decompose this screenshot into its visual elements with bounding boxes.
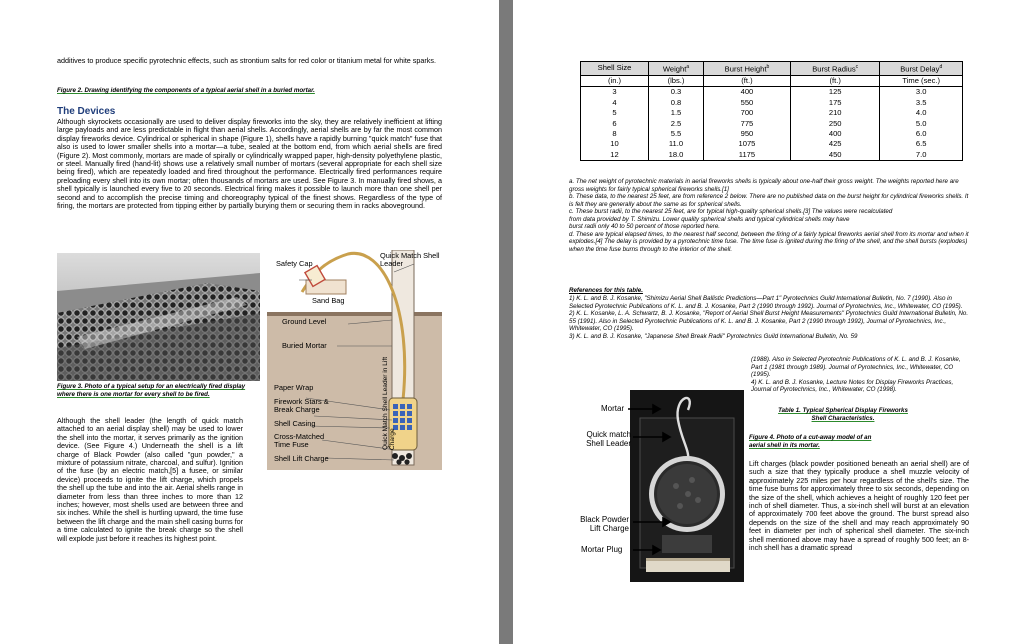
figure-2-caption: Figure 2. Drawing identifying the components of a typical aerial shell in a buried mortar.: [57, 87, 315, 94]
section-heading: The Devices: [57, 106, 116, 117]
table-cell: 6: [581, 119, 649, 129]
table-cell: 400: [790, 129, 879, 139]
table-cell: 3.5: [915, 97, 927, 107]
table-footnotes: a. The net weight of pyrotechnic materials in aerial fireworks shells is typically about one-half their gross weight. The weights reported here are gross weights for fairly typical spherical fireworks shells.[1] b. These data, to the nearest 25 feet, are from reference 2 below. There are no published data on the burst height for cylindrical fireworks shells. It is felt they are generally about the same as for spherical shells. c. These burst radii, to the nearest 25 feet, are for typical high-quality spherical shells.[3] The values were recalculated from data provided by T. Shimizu. Lower quality spherical shells and typical cylindrical shells may have burst radii only 40 to 50 percent of those reported here. d. These are typical elapsed times, to the nearest half second, between the firing of a fairly typical fireworks aerial shell from its mortar and when it explodes.[4] The delay is provided by a pyrotechnic time fuse. The time fuse is ignited during the firing of the shell, and the shell bursts (explodes) when the time fuse burns through to the interior of the shell.: [569, 178, 969, 253]
figure-3-photo: [57, 253, 260, 381]
label-time-fuse: Cross-Matched Time Fuse: [274, 432, 325, 450]
table-cell: 18.0: [649, 150, 704, 161]
unit-cell: (ft.): [790, 75, 879, 86]
label-sand-bag: Sand Bag: [312, 296, 345, 305]
table-cell: 1.5: [649, 108, 704, 118]
unit-cell: Time (sec.): [902, 75, 941, 85]
table-cell: 7.0: [915, 149, 927, 159]
devices-paragraph-1: Although skyrockets occasionally are used to deliver display fireworks into the sky, they are relatively inefficient at lifting large payloads and are less predictable in flight than aerial shells. Accordingly, aerial shells are by far the most common display fireworks device. Cylindrical or spherical in shape (Figure 1), shells have a rapidly burning "quick match" fuse that also is used to lower smaller shells into a mortar—a tube, sealed at the bottom end, from which aerial shells are fired (Figure 2). Most commonly, mortars are made of spirally or cylindrically wrapped paper, high-density polyethylene plastic, or steel. Manually fired (hand-lit) shows use a relatively small number of mortars (several appropriate for each shell size being fired), which are repeatedly loaded and fired throughout the performance. Electrically fired performances require preloading every shell into its own mortar; often thousands of mortars are used. See Figure 3. In manually fired shows, a shell typically is launched every five to 20 seconds. Electrical firing makes it possible to launch more than one shell per second and to accomplish the precise timing and choreography typical of the finest shows. Regardless of the type of firing, the mortars are protected from tipping either by partially burying them or securing them in racks aboveground.: [57, 117, 442, 211]
page-gutter: [499, 0, 513, 644]
table-cell: 3: [581, 87, 649, 98]
label-ground-level: Ground Level: [282, 317, 327, 326]
references-list: 1) K. L. and B. J. Kosanke, "Shimizu Aerial Shell Ballistic Predictions—Part 1" Pyrotechnics Guild International Bulletin, No. 7 (1990). Also in Selected Pyrotechnic Publications of K. L. and B. J. Kosanke, Part 2 (1990 through 1992). Journal of Pyrotechnics, Inc., Whitewater, CO (1995). 2) K. L. Kosanke, L. A. Schwartz, B. J. Kosanke, "Report of Aerial Shell Burst Height Measurements" Pyrotechnics Guild International Bulletin, No. 55 (1991). Also in Selected Pyrotechnic Publications of K. L. and B. J. Kosanke, Part 2 (1990 through 1992), Journal of Pyrotechnics, Inc., Whitewater, CO (1995). 3) K. L. and B. J. Kosanke, "Japanese Shell Break Radii" Pyrotechnics Guild International Bulletin, No. 59: [569, 295, 969, 340]
devices-paragraph-2-part: [57, 417, 243, 543]
table-cell: 125: [790, 87, 879, 98]
table-cell: 550: [703, 98, 790, 108]
table-cell: 8: [581, 129, 649, 139]
label-stars-break-charge: Firework Stars & Break Charge: [274, 397, 329, 415]
table-cell: 250: [790, 119, 879, 129]
intro-paragraph: additives to produce specific pyrotechnic effects, such as strontium salts for red color or titanium metal for white sparks.: [57, 56, 436, 65]
table-cell: 5.5: [649, 129, 704, 139]
table-cell: 425: [790, 139, 879, 149]
label-shell-casing: Shell Casing: [274, 419, 316, 428]
references-title: References for this table.: [569, 287, 643, 294]
table-cell: 700: [703, 108, 790, 118]
label-vertical-leader: Quick Match Shell Leader in Lift Charge: [382, 356, 397, 450]
table-cell: 2.5: [649, 119, 704, 129]
table-cell: 6.5: [915, 139, 927, 149]
th-burst-radius: Burst Radius$^c$: [790, 62, 879, 76]
table-cell: 6.0: [915, 128, 927, 138]
table-cell: 775: [703, 119, 790, 129]
th-burst-delay: Burst Delay$^d$: [900, 64, 943, 74]
devices-paragraph-2: Although the shell leader (the length of quick match attached to an aerial display shell) may be used to lower the shell into the mortar, it serves primarily as the ignition device. (See Figure 4.) Underneath the shell is a lift charge of Black Powder (also called "gun powder," a mixture of potassium nitrate, charcoal, and sulfur). Ignition of the fuse (by an electric match,[5] a fusee, or similar device) proceeds to ignite the lift charge, which propels the shell up the tube and into the air. Aerial shells range in diameter from less than three inches to more than 12 inches; however, most shells used are between three and six inches. While the shell is hurtling upward, the time fuse between the lift charge and the main shell casing burns for a time calculated to ignite the break charge so the shell will explode just before it reaches its highest point.: [57, 416, 243, 543]
table-cell: 4: [581, 98, 649, 108]
right-page: [513, 0, 1011, 644]
table-cell: 5.0: [915, 118, 927, 128]
figure-4-caption: Figure 4. Photo of a cut-away model of an aerial shell in its mortar.: [749, 434, 872, 449]
unit-cell: (lbs.): [649, 75, 704, 86]
table-cell: 5: [581, 108, 649, 118]
references-continued: (1988). Also in Selected Pyrotechnic Publications of K. L. and B. J. Kosanke, Part 1 (1981 through 1989). Journal of Pyrotechnics, Inc., Whitewater, CO (1995). 4) K. L. and B. J. Kosanke, Lecture Notes for Display Fireworks Practices, Journal of Pyrotechnics, Inc., Whitewater, CO (1998).: [751, 356, 961, 393]
table-cell: 175: [790, 98, 879, 108]
table-cell: 0.8: [649, 98, 704, 108]
th-weight: Weight$^a$: [649, 62, 704, 76]
unit-cell: (in.): [581, 75, 649, 86]
th-shell-size: Shell Size: [581, 62, 649, 76]
table-cell: 0.3: [649, 87, 704, 98]
table-cell: 1075: [703, 139, 790, 149]
photo-label-black-powder: Black Powder Lift Charge: [580, 515, 629, 533]
table-cell: 3.0: [915, 87, 927, 97]
table-cell: 12: [581, 150, 649, 161]
lift-charges-paragraph: Lift charges (black powder positioned beneath an aerial shell) are of such a size that they typically produce a shell muzzle velocity of approximately 225 miles per hour regardless of the shell's size. The time fuse burns for approximately three to six seconds, depending on the size of the shell, which achieves a height of roughly 120 feet per inch of shell diameter. Thus, a six-inch shell will burst at an elevation of approximately 700 feet above the ground. The burst spread also depends on the size of the shell and may reach approximately 90 feet in diameter per inch of spherical shell diameter. The six-inch shell mentioned above may have a spread of roughly 500 feet; an 8-inch shell has a dramatic spread: [749, 459, 969, 553]
table-cell: 210: [790, 108, 879, 118]
table-cell: 450: [790, 150, 879, 161]
table-cell: 400: [703, 87, 790, 98]
left-page: [0, 0, 499, 644]
unit-cell: (ft.): [703, 75, 790, 86]
label-paper-wrap: Paper Wrap: [274, 383, 314, 392]
label-safety-cap: Safety Cap: [276, 259, 313, 268]
table-cell: 11.0: [649, 139, 704, 149]
photo-label-quick-match: Quick match Shell Leader: [586, 430, 631, 448]
table-cell: 950: [703, 129, 790, 139]
table-cell: 4.0: [915, 108, 927, 118]
photo-label-mortar-plug: Mortar Plug: [581, 545, 623, 554]
label-lift-charge: Shell Lift Charge: [274, 454, 329, 463]
figure-3-caption: Figure 3. Photo of a typical setup for an electrically fired display where there is one mortar for every shell to be fired.: [57, 383, 246, 398]
label-buried-mortar: Buried Mortar: [282, 341, 327, 350]
table-cell: 10: [581, 139, 649, 149]
figure-2-diagram: [262, 250, 447, 470]
label-quick-match-leader: Quick Match Shell Leader: [380, 251, 440, 268]
photo-label-mortar: Mortar: [601, 404, 625, 413]
table-cell: 1175: [703, 150, 790, 161]
table-caption: Table 1. Typical Spherical Display Fireworks Shell Characteristics.: [778, 407, 908, 422]
th-burst-height: Burst Height$^b$: [703, 62, 790, 76]
